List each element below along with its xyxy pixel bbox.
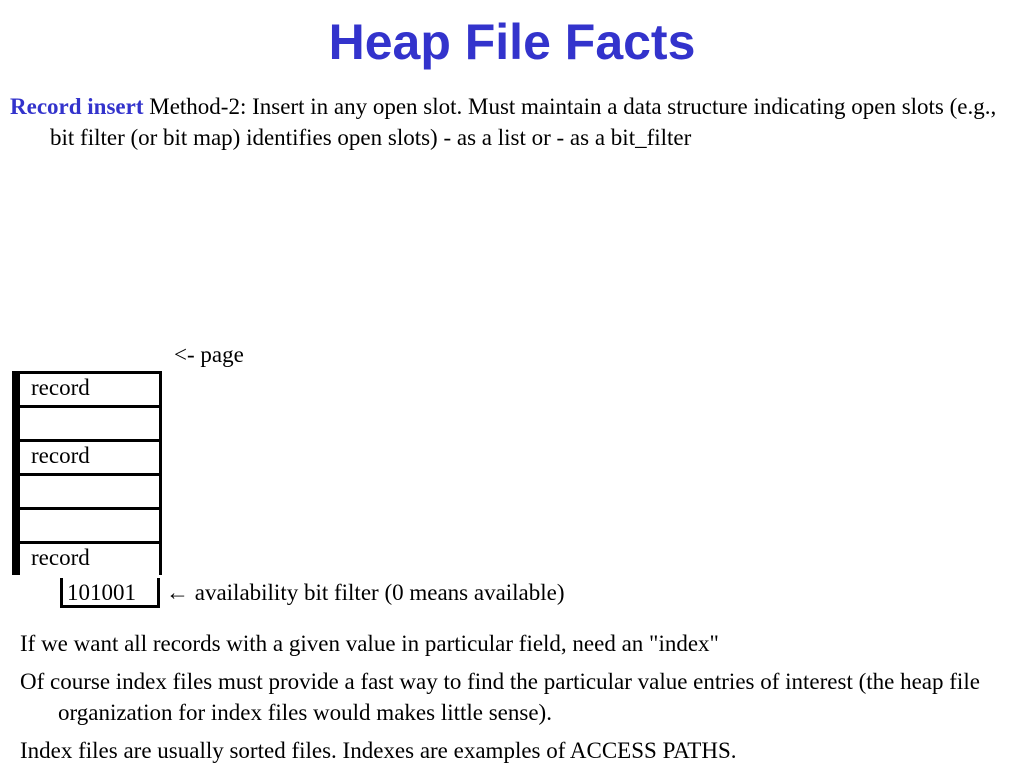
index-paragraph-3: Index files are usually sorted files. Indexes are examples of ACCESS PATHS. (20, 738, 737, 763)
slot-divider (159, 374, 162, 405)
page-diagram (12, 371, 162, 575)
bit-filter-value: 101001 (67, 580, 136, 605)
bit-filter-label: ← availability bit filter (0 means available) (166, 580, 565, 605)
slot-divider (159, 442, 162, 473)
slot-divider (159, 476, 162, 507)
page-slot-4 (20, 473, 162, 507)
page-slot-2 (20, 405, 162, 439)
slot-label: record (31, 545, 90, 570)
page-slot-3 (20, 439, 162, 473)
slide-title: Heap File Facts (328, 14, 696, 70)
page-slot-5 (20, 507, 162, 541)
slot-divider (159, 510, 162, 541)
record-insert-keyword: Record insert (10, 94, 144, 119)
slot-label: record (31, 375, 90, 400)
index-paragraph-2: Of course index files must provide a fast way to find the particular value entries of interest (the heap file organization for index files would makes little sense). (20, 669, 980, 725)
index-paragraph-1: If we want all records with a given value in particular field, need an "index" (20, 631, 719, 656)
page-slot-1 (20, 371, 162, 405)
record-insert-paragraph (10, 91, 1000, 153)
page-label: <- page (174, 342, 244, 367)
slot-divider (159, 544, 162, 575)
page-spine (12, 371, 20, 575)
slot-label: record (31, 443, 90, 468)
page-slot-6 (20, 541, 162, 575)
record-insert-text: Method-2: Insert in any open slot. Must maintain a data structure indicating open slots (e.g., bit filter (or bit map) identifies open slots) - as a list or - as a bit_filter (50, 94, 997, 150)
slot-divider (159, 408, 162, 439)
